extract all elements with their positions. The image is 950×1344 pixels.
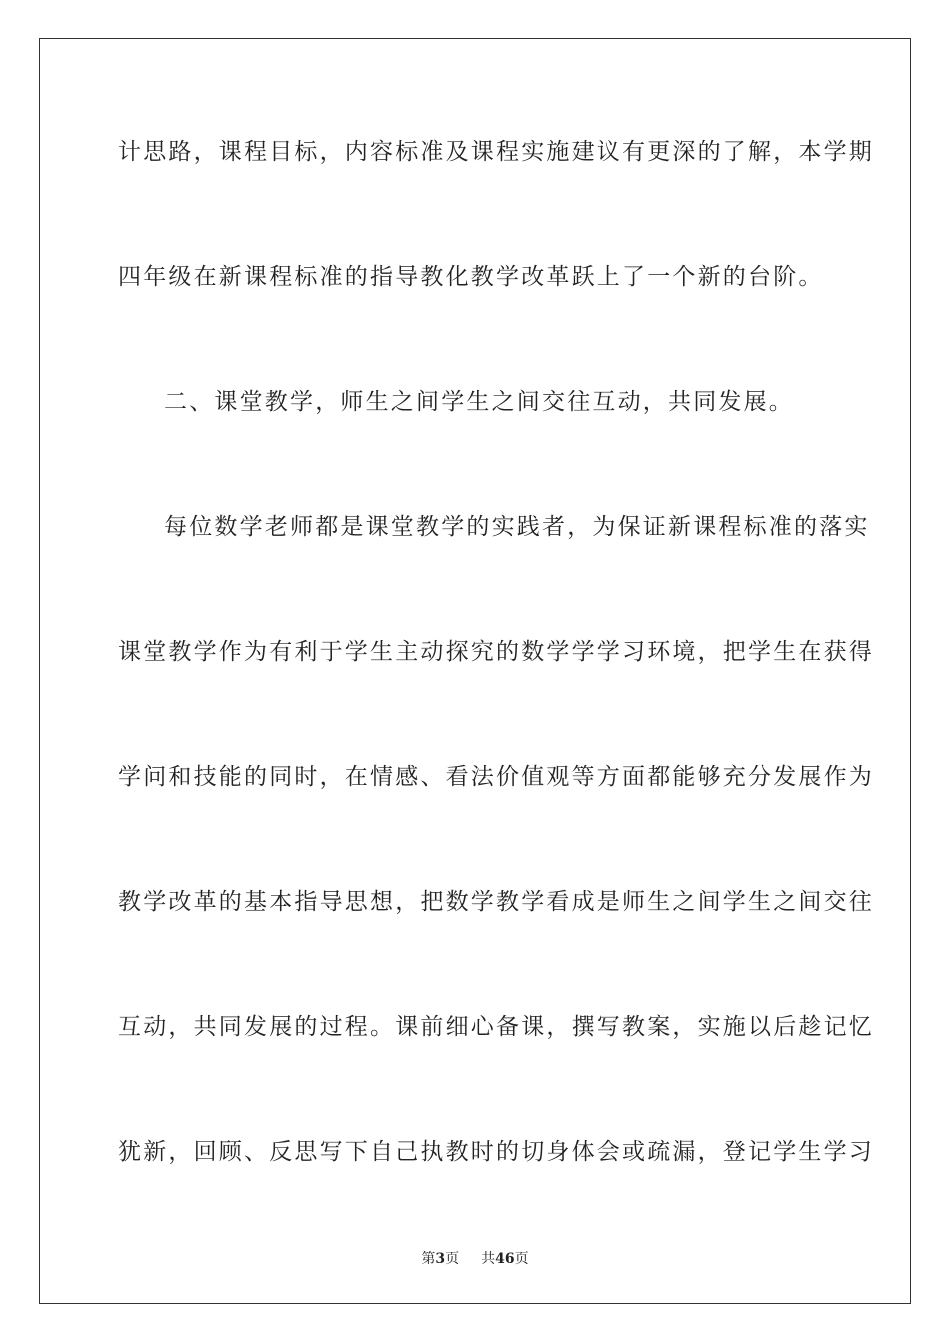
document-body: [118, 133, 874, 1258]
page-prefix: 第: [421, 1251, 436, 1267]
total-prefix: 共: [481, 1251, 496, 1267]
total-suffix: 页: [514, 1251, 529, 1267]
text-line-9: 犹新，回顾、反思写下自己执教时的切身体会或疏漏，登记学生学习: [118, 1139, 874, 1165]
page-number: 3: [435, 1251, 446, 1267]
text-line-6: 学问和技能的同时，在情感、看法价值观等方面都能够充分发展作为: [118, 764, 874, 790]
text-line-5: 课堂教学作为有利于学生主动探究的数学学学习环境，把学生在获得: [118, 639, 874, 665]
section-heading: 二、课堂教学，师生之间学生之间交往互动，共同发展。: [164, 389, 794, 415]
total-pages: 46: [495, 1251, 515, 1267]
page-suffix: 页: [445, 1251, 460, 1267]
text-line-2: 四年级在新课程标准的指导教化教学改革跃上了一个新的台阶。: [118, 264, 824, 290]
text-line-8: 互动，共同发展的过程。课前细心备课，撰写教案，实施以后趁记忆: [118, 1014, 874, 1040]
text-line-1: 计思路，课程目标，内容标准及课程实施建议有更深的了解，本学期: [118, 139, 874, 165]
text-line-4: 每位数学老师都是课堂教学的实践者，为保证新课程标准的落实: [164, 514, 870, 540]
text-line-7: 教学改革的基本指导思想，把数学教学看成是师生之间学生之间交往: [118, 889, 874, 915]
page-footer: [0, 1248, 950, 1268]
